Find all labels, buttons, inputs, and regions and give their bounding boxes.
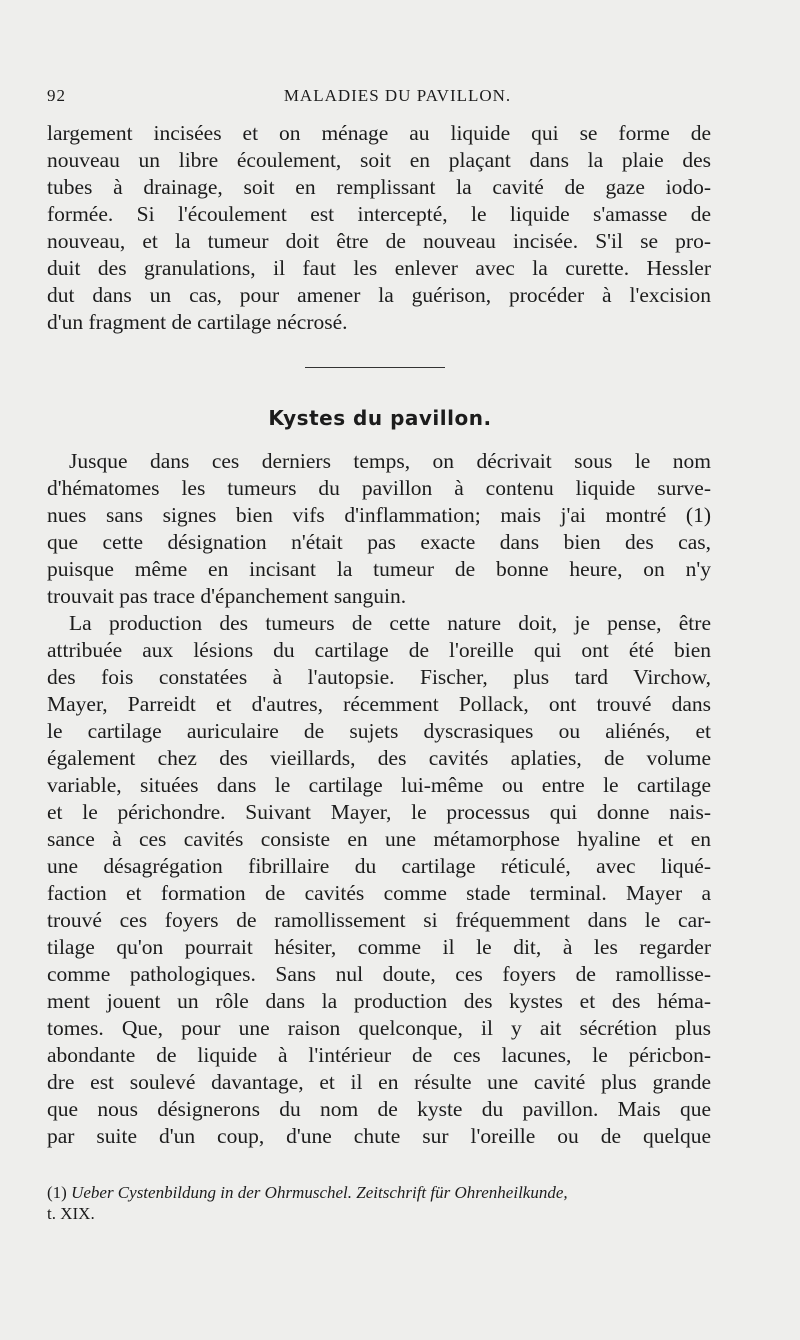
paragraph-2 [47,610,711,1150]
text-line: nues sans signes bien vifs d'inflammation; mais j'ai montré (1) [47,503,711,527]
text-line: comme pathologiques. Sans nul doute, ces foyers de ramollisse- [47,962,711,986]
text-line: le cartilage auriculaire de sujets dyscrasiques ou aliénés, et [47,719,711,743]
footnote [47,1182,723,1224]
text-line: trouvé ces foyers de ramollissement si fréquemment dans le car- [47,908,711,932]
text-line: largement incisées et on ménage au liquide qui se forme de [47,121,711,145]
section-title: Kystes du pavillon. [268,406,492,430]
text-line: également chez des vieillards, des cavités aplaties, de volume [47,746,711,770]
running-title: MALADIES DU PAVILLON. [283,86,512,105]
text-line: d'hématomes les tumeurs du pavillon à contenu liquide surve- [47,476,711,500]
text-line: des fois constatées à l'autopsie. Fischer, plus tard Virchow, [47,665,711,689]
text-line: tubes à drainage, soit en remplissant la cavité de gaze iodo- [47,175,711,199]
footnote-mark: (1) [47,1183,67,1202]
text-line: d'un fragment de cartilage nécrosé. [47,310,348,334]
text-line: que nous désignerons du nom de kyste du pavillon. Mais que [47,1097,711,1121]
text-line: que cette désignation n'était pas exacte dans bien des cas, [47,530,711,554]
footnote-reference-line [47,1182,723,1203]
footnote-citation: Ueber Cystenbildung in der Ohrmuschel. Zeitschrift für Ohrenheilkunde, [71,1183,568,1202]
text-line: et le périchondre. Suivant Mayer, le processus qui donne nais- [47,800,711,824]
text-line: duit des granulations, il faut les enlever avec la curette. Hessler [47,256,711,280]
text-line: par suite d'un coup, d'une chute sur l'oreille ou de quelque [47,1124,711,1148]
text-line: dut dans un cas, pour amener la guérison, procéder à l'excision [47,283,711,307]
text-line: puisque même en incisant la tumeur de bonne heure, on n'y [47,557,711,581]
text-line: nouveau un libre écoulement, soit en plaçant dans la plaie des [47,148,711,172]
page-number: 92 [47,86,66,105]
text-line: une désagrégation fibrillaire du cartilage réticulé, avec liqué- [47,854,711,878]
text-line: Mayer, Parreidt et d'autres, récemment Pollack, ont trouvé dans [47,692,711,716]
text-line: sance à ces cavités consiste en une métamorphose hyaline et en [47,827,711,851]
text-line: trouvait pas trace d'épanchement sanguin. [47,584,407,608]
text-line: tilage qu'on pourrait hésiter, comme il le dit, à les regarder [47,935,711,959]
paragraph-intro [47,120,711,336]
page-header [47,86,748,110]
text-line: tomes. Que, pour une raison quelconque, il y ait sécrétion plus [47,1016,711,1040]
text-line: formée. Si l'écoulement est intercepté, le liquide s'amasse de [47,202,711,226]
section-divider [305,367,445,368]
text-line: La production des tumeurs de cette nature doit, je pense, être [69,611,711,635]
text-line: Jusque dans ces derniers temps, on décrivait sous le nom [69,449,711,473]
text-line: ment jouent un rôle dans la production des kystes et des héma- [47,989,711,1013]
text-line: attribuée aux lésions du cartilage de l'oreille qui ont été bien [47,638,711,662]
text-line: variable, situées dans le cartilage lui-même ou entre le cartilage [47,773,711,797]
footnote-volume: t. XIX. [47,1204,95,1223]
text-line: dre est soulevé davantage, et il en résulte une cavité plus grande [47,1070,711,1094]
text-line: abondante de liquide à l'intérieur de ces lacunes, le péricbon- [47,1043,711,1067]
paragraph-1 [47,448,711,610]
text-line: faction et formation de cavités comme stade terminal. Mayer a [47,881,711,905]
text-line: nouveau, et la tumeur doit être de nouveau incisée. S'il se pro- [47,229,711,253]
